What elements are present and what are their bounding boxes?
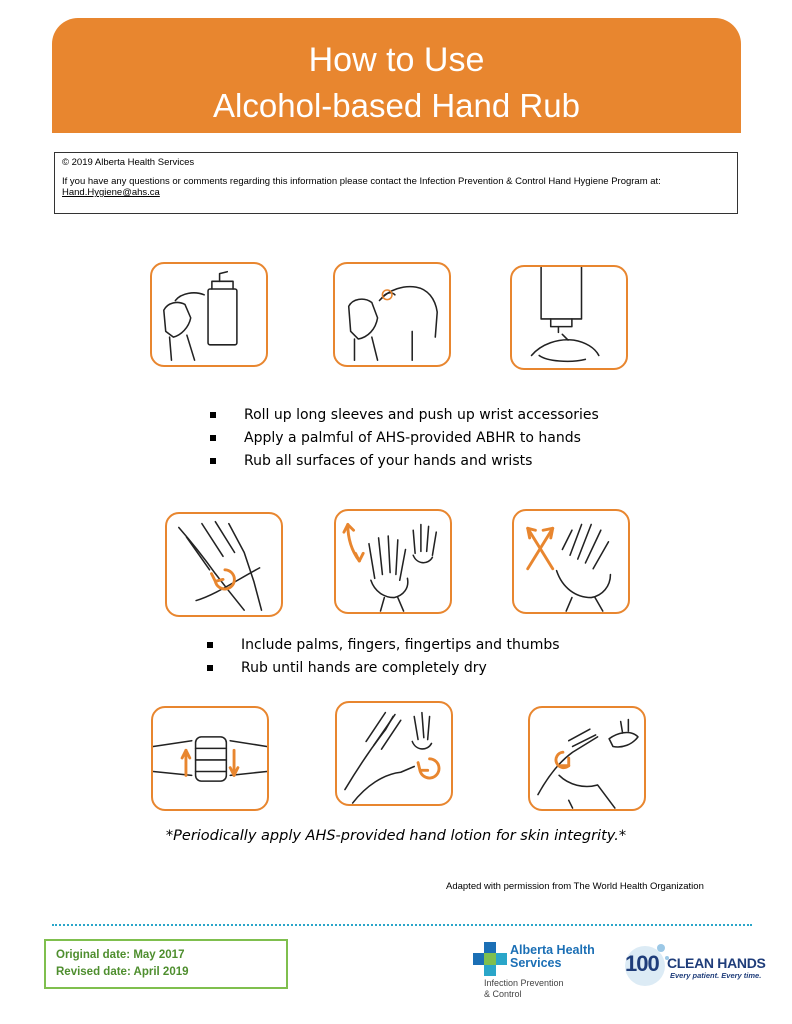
dates-box [44,939,288,989]
palm-to-palm-icon [165,512,283,617]
thumb-rotation-icon [335,701,453,806]
back-of-hands-icon [334,509,452,614]
bullet-square-icon [210,412,216,418]
ahs-sub-line2: & Control [484,989,522,999]
dotted-divider [52,924,752,926]
ahs-cross-icon [473,942,507,976]
adapted-credit: Adapted with permission from The World Health Organization [446,881,704,892]
bullet-square-icon [207,665,213,671]
ahs-name-line1: Alberta Health [510,943,595,957]
page-title-line2: Alcohol-based Hand Rub [213,87,580,124]
sleeve-roll-icon [150,262,268,367]
bullet-square-icon [210,435,216,441]
fingertips-palm-icon [528,706,646,811]
page-title-line1: How to Use [308,41,485,79]
clean-hands-number: 100 [625,951,659,976]
contact-email-link[interactable]: Hand.Hygiene@ahs.ca [62,187,160,198]
ahs-name-line2: Services [510,956,562,970]
dispenser-palm-icon [510,265,628,370]
revised-date: Revised date: April 2019 [56,966,189,978]
lotion-note: *Periodically apply AHS-provided hand lotion for skin integrity.* [165,828,627,844]
ahs-sub-line1: Infection Prevention [484,978,564,988]
clean-hands-slogan: Every patient. Every time. [670,971,762,980]
copyright-text: © 2019 Alberta Health Services [62,157,195,168]
interlocked-fingers-icon [151,706,269,811]
contact-text: If you have any questions or comments regarding this information please contact the Infection Prevention & Control Hand Hygiene Program at: [62,176,661,187]
clean-hands-logo [621,940,771,990]
bullet-square-icon [210,458,216,464]
contact-notice [54,152,738,214]
clean-hands-title: CLEAN HANDS [667,955,766,971]
bullet-square-icon [207,642,213,648]
original-date: Original date: May 2017 [56,949,185,961]
ahs-logo [473,940,613,1004]
wrist-accessory-icon [333,262,451,367]
title-banner [52,18,741,133]
interlaced-fingers-icon [512,509,630,614]
